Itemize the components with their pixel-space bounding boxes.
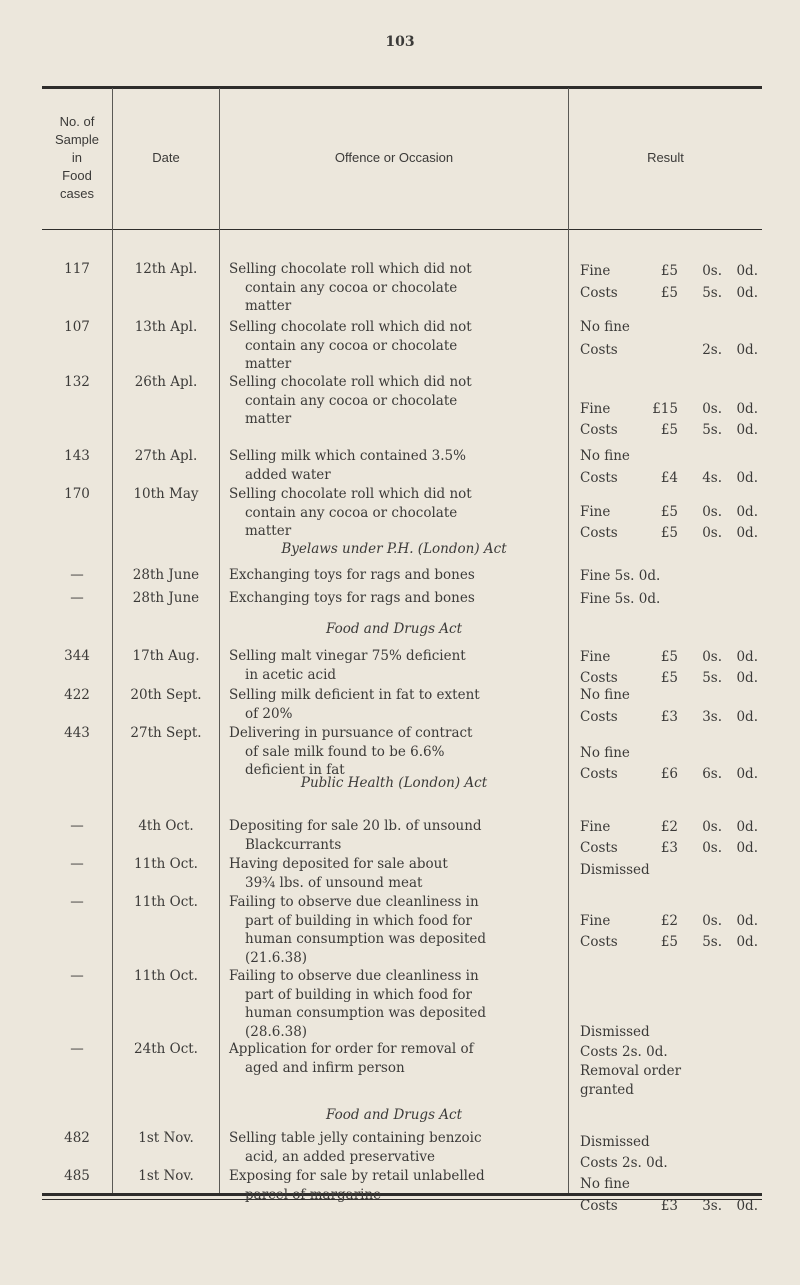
result-label: Fine [580,263,611,279]
result-pence: 0d. [736,766,758,782]
row-offence [229,260,559,316]
header-offence: Offence or Occasion [334,150,454,165]
offence-line: aged and infirm person [245,1059,405,1076]
sample-number: 132 [64,374,90,390]
offence-line: Blackcurrants [245,836,342,853]
result-label: Costs [580,470,618,486]
result-line [580,1133,762,1152]
row-offence [229,647,559,684]
result-pounds: £5 [660,263,678,279]
result-pounds: £5 [660,649,678,665]
result-shillings: 0s. [702,401,722,417]
result-pence: 0d. [736,504,758,520]
result-label: Fine [580,401,611,417]
result-shillings: 0s. [702,819,722,835]
row-offence [229,1129,559,1166]
row-date: 11th Oct. [134,968,198,984]
row-offence [229,817,559,854]
result-shillings: 5s. [702,934,722,950]
result-line [580,400,762,419]
result-pence: 0d. [736,819,758,835]
header-sample-line: Sample [54,132,100,147]
result-line [580,590,762,609]
result-pounds: £3 [660,709,678,725]
result-text: Dismissed [580,862,650,878]
row-offence [229,589,559,608]
offence-line: Exposing for sale by retail unlabelled [229,1168,485,1184]
row-date: 11th Oct. [134,856,198,872]
result-pounds: £6 [660,766,678,782]
row-date: 4th Oct. [138,818,194,834]
result-label: Fine [580,819,611,835]
offence-line: Selling chocolate roll which did not [229,261,472,277]
section-heading: Byelaws under P.H. (London) Act [281,541,507,557]
offence-line: Selling milk deficient in fat to extent [229,687,480,703]
result-line [580,1062,762,1081]
column-divider [112,88,113,1193]
row-date: 27th Apl. [134,448,198,464]
row-date: 28th June [132,567,200,583]
result-line [580,524,762,543]
offence-line: added water [245,466,331,483]
header-sample-line: cases [60,186,94,201]
offence-line: parcel of margarine [245,1186,382,1203]
sample-number: 170 [64,486,90,502]
result-pence: 0d. [736,422,758,438]
result-label: Costs [580,422,618,438]
sample-number: — [70,894,84,910]
result-shillings: 0s. [702,840,722,856]
header-sample-line: Food [62,168,92,183]
result-pence: 0d. [736,709,758,725]
offence-line: matter [245,523,292,539]
offence-line: Application for order for removal of [229,1041,474,1057]
result-label: Costs [580,670,618,686]
result-text: Costs 2s. 0d. [580,1044,668,1060]
offence-line: Having deposited for sale about [229,856,448,872]
result-label: Costs [580,840,618,856]
row-offence [229,855,559,892]
sample-number: 443 [64,725,90,741]
result-pence: 0d. [736,649,758,665]
offence-line: human consumption was deposited [245,1005,487,1021]
result-label: Costs [580,285,618,301]
result-pence: 0d. [736,1198,758,1214]
offence-line: human consumption was deposited [245,931,487,947]
result-line [580,708,762,727]
result-text: No fine [580,745,630,761]
result-line [580,744,762,763]
row-date: 10th May [133,486,199,502]
page-number: 103 [385,34,415,50]
result-label: Costs [580,934,618,950]
result-text: Costs 2s. 0d. [580,1155,668,1171]
result-label: Costs [580,1198,618,1214]
result-pence: 0d. [736,342,758,358]
row-offence [229,967,559,1041]
result-line [580,1154,762,1173]
result-line [580,912,762,931]
result-pence: 0d. [736,401,758,417]
offence-line: contain any cocoa or chocolate [245,504,458,521]
result-line [580,1023,762,1042]
offence-line: in acetic acid [245,666,337,683]
result-pounds: £5 [660,525,678,541]
result-pounds: £4 [660,470,678,486]
result-line [580,262,762,281]
result-pounds: £3 [660,840,678,856]
row-date: 17th Aug. [132,648,200,664]
sample-number: 344 [64,648,90,664]
result-shillings: 3s. [702,709,722,725]
offence-line: Exchanging toys for rags and bones [229,590,475,606]
result-pounds: £15 [652,401,678,417]
result-line [580,469,762,488]
offence-line: Exchanging toys for rags and bones [229,567,475,583]
column-divider [568,88,569,1193]
result-line [580,1081,762,1100]
result-line [580,421,762,440]
result-label: Fine [580,913,611,929]
result-label: Costs [580,342,618,358]
result-label: Fine [580,649,611,665]
sample-number: 422 [64,687,90,703]
sample-number: — [70,1041,84,1057]
row-date: 12th Apl. [134,261,198,277]
row-offence [229,724,559,780]
header-result: Result [647,150,684,165]
result-shillings: 0s. [702,504,722,520]
offence-line: Selling chocolate roll which did not [229,486,472,502]
sample-number: 482 [64,1130,90,1146]
result-line [580,765,762,784]
result-text: No fine [580,1176,630,1192]
row-date: 28th June [132,590,200,606]
row-offence [229,485,559,541]
offence-line: 39¾ lbs. of unsound meat [245,874,423,891]
sample-number: — [70,567,84,583]
header-sample-line: in [71,150,83,165]
offence-line: Depositing for sale 20 lb. of unsound [229,818,482,834]
result-line [580,933,762,952]
row-offence [229,373,559,429]
sample-number: 143 [64,448,90,464]
offence-line: of sale milk found to be 6.6% [245,743,445,760]
row-offence [229,447,559,484]
sample-number: 485 [64,1168,90,1184]
result-shillings: 6s. [702,766,722,782]
result-line [580,818,762,837]
result-line [580,503,762,522]
result-pence: 0d. [736,470,758,486]
offence-line: matter [245,411,292,427]
result-shillings: 4s. [702,470,722,486]
sample-number: — [70,818,84,834]
result-line [580,669,762,688]
offence-line: contain any cocoa or chocolate [245,337,458,354]
offence-line: matter [245,298,292,314]
result-shillings: 0s. [702,649,722,665]
offence-line: Selling malt vinegar 75% deficient [229,648,466,664]
section-heading: Food and Drugs Act [325,1107,463,1123]
result-line [580,318,762,337]
result-text: Fine 5s. 0d. [580,591,661,607]
result-text: No fine [580,687,630,703]
offence-line: Selling chocolate roll which did not [229,374,472,390]
offence-line: part of building in which food for [245,912,473,929]
section-heading: Food and Drugs Act [325,621,463,637]
header-sample [42,88,112,228]
row-offence [229,1040,559,1077]
result-line [580,839,762,858]
result-text: Dismissed [580,1134,650,1150]
result-text: granted [580,1082,634,1098]
offence-line: Selling chocolate roll which did not [229,319,472,335]
result-label: Costs [580,766,618,782]
row-date: 27th Sept. [130,725,202,741]
result-pence: 0d. [736,670,758,686]
result-line [580,686,762,705]
result-shillings: 5s. [702,422,722,438]
offence-line: (28.6.38) [245,1023,308,1040]
offence-line: matter [245,356,292,372]
row-offence [229,686,559,723]
sample-number: 107 [64,319,90,335]
row-date: 24th Oct. [134,1041,198,1057]
sample-number: — [70,968,84,984]
header-rule [42,229,762,230]
row-offence [229,566,559,585]
offence-line: Delivering in pursuance of contract [229,725,473,741]
row-offence [229,1167,559,1204]
offence-line: Failing to observe due cleanliness in [229,894,479,910]
offence-line: contain any cocoa or chocolate [245,392,458,409]
row-offence [229,893,559,967]
offence-line: contain any cocoa or chocolate [245,279,458,296]
result-text: Fine 5s. 0d. [580,568,661,584]
result-label: Costs [580,709,618,725]
offence-line: Selling milk which contained 3.5% [229,448,466,464]
sample-number: 117 [64,261,90,277]
result-shillings: 0s. [702,263,722,279]
row-date: 20th Sept. [130,687,202,703]
result-shillings: 0s. [702,525,722,541]
result-line [580,861,762,880]
result-line [580,567,762,586]
result-pence: 0d. [736,840,758,856]
sample-number: — [70,856,84,872]
result-pence: 0d. [736,913,758,929]
result-line [580,648,762,667]
result-line [580,1197,762,1216]
offence-line: Failing to observe due cleanliness in [229,968,479,984]
row-date: 1st Nov. [138,1168,194,1184]
row-date: 13th Apl. [134,319,198,335]
result-shillings: 3s. [702,1198,722,1214]
result-pence: 0d. [736,525,758,541]
row-offence [229,318,559,374]
row-date: 26th Apl. [134,374,198,390]
row-date: 11th Oct. [134,894,198,910]
result-line [580,1043,762,1062]
result-label: Costs [580,525,618,541]
result-shillings: 5s. [702,670,722,686]
result-pence: 0d. [736,934,758,950]
result-label: Fine [580,504,611,520]
result-text: Removal order [580,1063,682,1079]
result-line [580,447,762,466]
result-pounds: £5 [660,285,678,301]
offence-line: Selling table jelly containing benzoic [229,1130,482,1146]
result-pounds: £5 [660,504,678,520]
result-line [580,341,762,360]
result-pounds: £3 [660,1198,678,1214]
result-pence: 0d. [736,263,758,279]
offence-line: (21.6.38) [245,949,308,966]
result-pounds [622,341,686,360]
result-pounds: £5 [660,670,678,686]
sample-number: — [70,590,84,606]
header-sample-line: No. of [59,114,95,129]
section-heading: Public Health (London) Act [300,775,488,791]
offence-line: part of building in which food for [245,986,473,1003]
result-pounds: £5 [660,422,678,438]
result-pounds: £5 [660,934,678,950]
result-shillings: 0s. [702,913,722,929]
result-shillings: 2s. [702,342,722,358]
result-pounds: £2 [660,913,678,929]
column-divider [219,88,220,1193]
result-text: Dismissed [580,1024,650,1040]
result-shillings: 5s. [702,285,722,301]
offence-line: of 20% [245,705,293,722]
header-date: Date [152,150,180,165]
result-text: No fine [580,319,630,335]
result-text: No fine [580,448,630,464]
offence-line: deficient in fat [245,762,345,778]
result-line [580,1175,762,1194]
result-pounds: £2 [660,819,678,835]
row-date: 1st Nov. [138,1130,194,1146]
offence-line: acid, an added preservative [245,1148,435,1165]
result-pence: 0d. [736,285,758,301]
result-line [580,284,762,303]
